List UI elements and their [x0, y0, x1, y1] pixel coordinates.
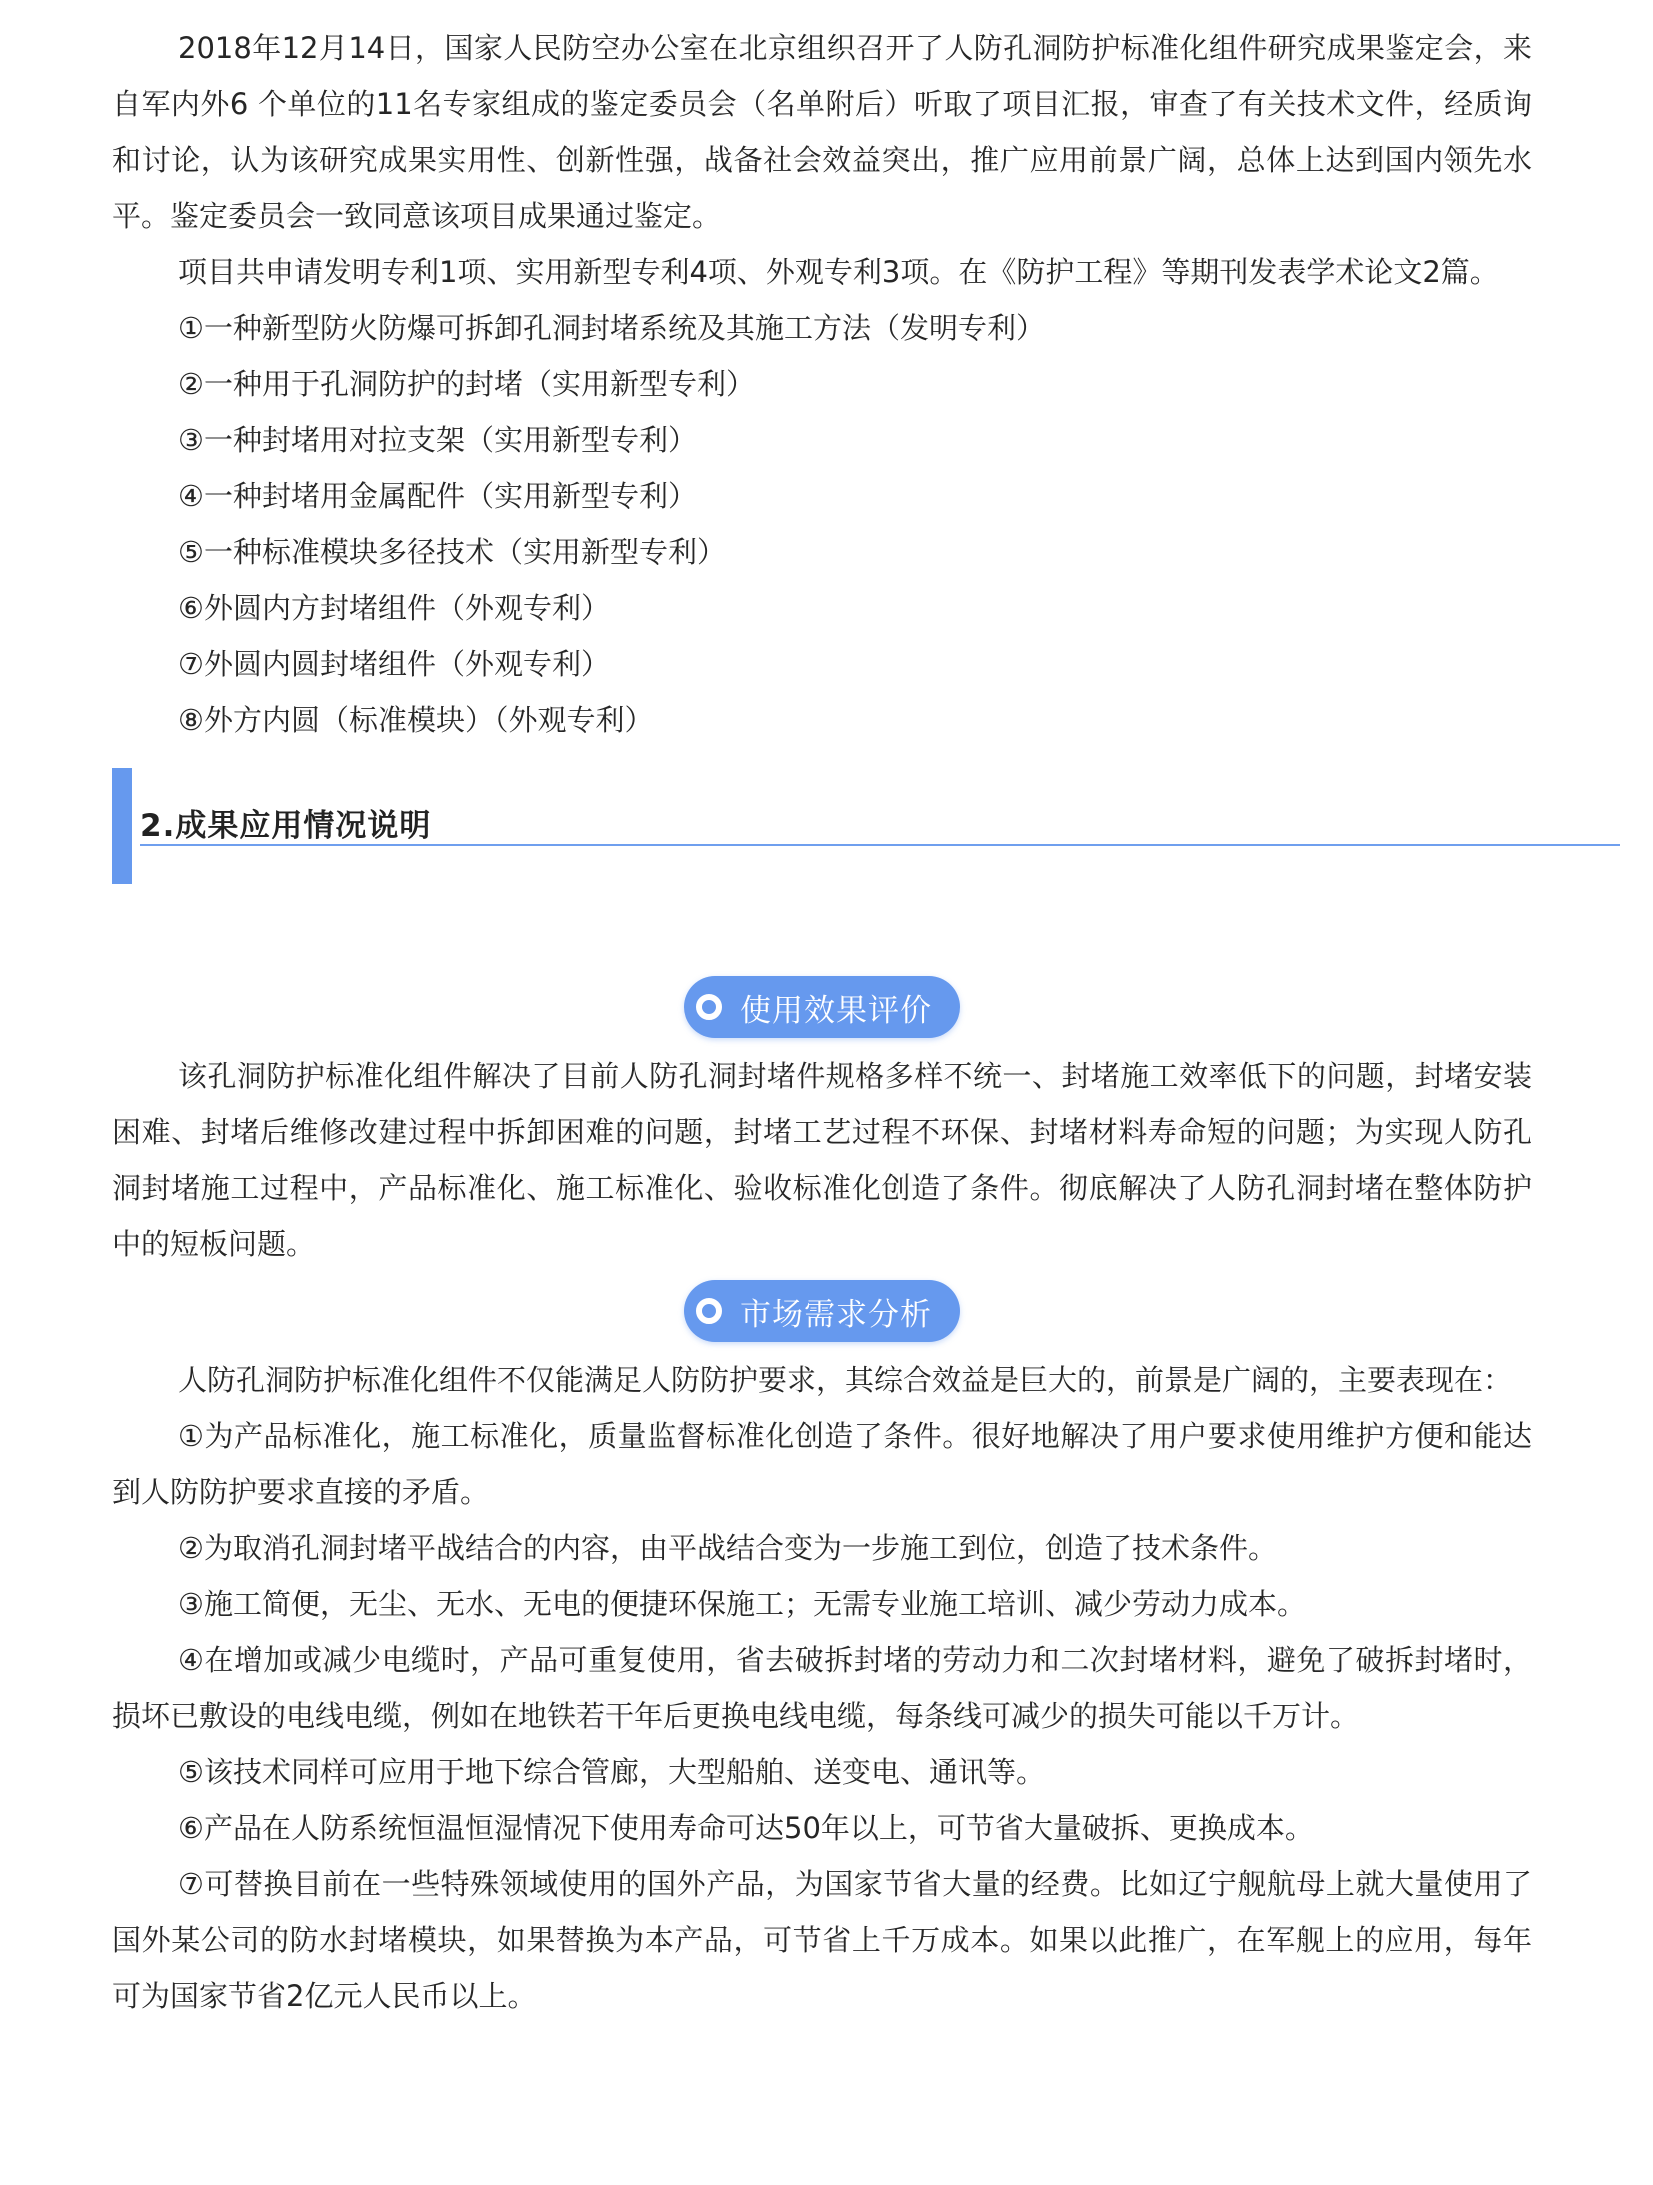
patent-item: ④一种封堵用金属配件（实用新型专利） — [178, 479, 697, 513]
section-divider — [140, 844, 1620, 846]
patent-item: ③一种封堵用对拉支架（实用新型专利） — [178, 423, 697, 457]
effect-badge-row — [112, 976, 1532, 1038]
patent-item: ⑤一种标准模块多径技术（实用新型专利） — [178, 535, 726, 569]
patent-summary-paragraph: 项目共申请发明专利1项、实用新型专利4项、外观专利3项。在《防护工程》等期刊发表学术论文2篇。 — [178, 255, 1499, 289]
patent-list — [112, 300, 1532, 748]
market-item: ⑦可替换目前在一些特殊领域使用的国外产品，为国家节省大量的经费。比如辽宁舰航母上就大量使用了国外某公司的防水封堵模块，如果替换为本产品，可节省上千万成本。如果以此推广，在军舰上的应用，每年可为国家节省2亿元人民币以上。 — [112, 1867, 1532, 2013]
effect-paragraph: 该孔洞防护标准化组件解决了目前人防孔洞封堵件规格多样不统一、封堵施工效率低下的问题，封堵安装困难、封堵后维修改建过程中拆卸困难的问题，封堵工艺过程不环保、封堵材料寿命短的问题；为实现人防孔洞封堵施工过程中，产品标准化、施工标准化、验收标准化创造了条件。彻底解决了人防孔洞封堵在整体防护中的短板问题。 — [112, 1059, 1532, 1261]
market-badge — [684, 1280, 960, 1342]
market-badge-label: 市场需求分析 — [740, 1296, 932, 1333]
market-item: ⑤该技术同样可应用于地下综合管廊，大型船舶、送变电、通讯等。 — [178, 1755, 1045, 1789]
patent-item: ⑦外圆内圆封堵组件（外观专利） — [178, 647, 610, 681]
market-item: ①为产品标准化，施工标准化，质量监督标准化创造了条件。很好地解决了用户要求使用维护方便和能达到人防防护要求直接的矛盾。 — [112, 1419, 1532, 1509]
document-body — [112, 20, 1532, 2024]
section-accent-bar — [112, 768, 132, 884]
section-heading — [112, 766, 1532, 884]
circle-bullet-icon — [696, 1298, 722, 1324]
patent-item: ⑥外圆内方封堵组件（外观专利） — [178, 591, 610, 625]
circle-bullet-icon — [696, 994, 722, 1020]
market-list — [112, 1408, 1532, 2024]
patent-item: ②一种用于孔洞防护的封堵（实用新型专利） — [178, 367, 755, 401]
patent-item: ⑧外方内圆（标准模块）（外观专利） — [178, 703, 654, 737]
market-item: ⑥产品在人防系统恒温恒湿情况下使用寿命可达50年以上，可节省大量破拆、更换成本。 — [178, 1811, 1314, 1845]
section-title: 2.成果应用情况说明 — [140, 808, 432, 844]
effect-badge-label: 使用效果评价 — [740, 992, 932, 1029]
market-item: ④在增加或减少电缆时，产品可重复使用，省去破拆封堵的劳动力和二次封堵材料，避免了破拆封堵时，损坏已敷设的电线电缆，例如在地铁若干年后更换电线电缆，每条线可减少的损失可能以千万计。 — [112, 1643, 1532, 1733]
market-intro-paragraph: 人防孔洞防护标准化组件不仅能满足人防防护要求，其综合效益是巨大的，前景是广阔的，主要表现在： — [178, 1363, 1513, 1397]
effect-badge — [684, 976, 960, 1038]
market-badge-row — [112, 1280, 1532, 1342]
intro-paragraph: 2018年12月14日，国家人民防空办公室在北京组织召开了人防孔洞防护标准化组件研究成果鉴定会，来自军内外6 个单位的11名专家组成的鉴定委员会（名单附后）听取了项目汇报，审查了有关技术文件，经质询和讨论，认为该研究成果实用性、创新性强，战备社会效益突出，推广应用前景广阔，总体上达到国内领先水平。鉴定委员会一致同意该项目成果通过鉴定。 — [112, 31, 1532, 233]
market-item: ③施工简便，无尘、无水、无电的便捷环保施工；无需专业施工培训、减少劳动力成本。 — [178, 1587, 1306, 1621]
market-item: ②为取消孔洞封堵平战结合的内容，由平战结合变为一步施工到位，创造了技术条件。 — [178, 1531, 1277, 1565]
patent-item: ①一种新型防火防爆可拆卸孔洞封堵系统及其施工方法（发明专利） — [178, 311, 1045, 345]
